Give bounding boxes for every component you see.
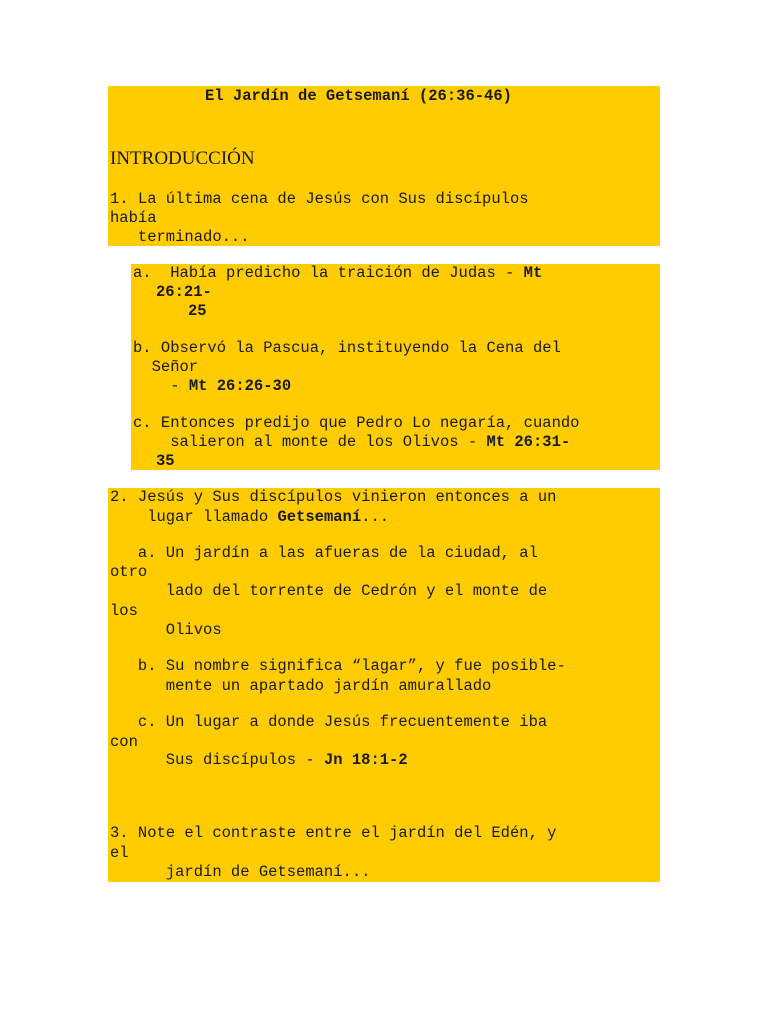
point1b-line1: b. Observó la Pascua, instituyendo la Cena del bbox=[133, 339, 561, 357]
point2b-line2: mente un apartado jardín amurallado bbox=[110, 677, 492, 695]
document-title: El Jardín de Getsemaní (26:36-46) bbox=[205, 87, 512, 105]
point1b-line3 bbox=[133, 377, 291, 396]
point1c-ref-part1: Mt 26:31- bbox=[486, 433, 571, 451]
point1-line1: 1. La última cena de Jesús con Sus discípulos bbox=[110, 190, 529, 208]
intro-heading: INTRODUCCIÓN bbox=[110, 148, 255, 169]
point1-line3: terminado... bbox=[110, 228, 250, 246]
point1c-line2 bbox=[133, 433, 570, 452]
point2b-line1: b. Su nombre significa “lagar”, y fue posible- bbox=[110, 657, 566, 675]
point1b-line2: Señor bbox=[133, 358, 199, 376]
point2-line1: 2. Jesús y Sus discípulos vinieron entonces a un bbox=[110, 488, 557, 506]
point2c-prefix: Sus discípulos - bbox=[110, 751, 324, 769]
point1a-line1 bbox=[133, 264, 542, 283]
point1c-prefix: salieron al monte de los Olivos - bbox=[133, 433, 487, 451]
point1b-ref: Mt 26:26-30 bbox=[188, 377, 292, 395]
point1a-text: a. Había predicho la traición de Judas - bbox=[133, 264, 524, 282]
point2-prefix: lugar llamado bbox=[110, 508, 278, 526]
point2c-line2: con bbox=[110, 733, 138, 751]
point2a-line1: a. Un jardín a las afueras de la ciudad, al bbox=[110, 544, 538, 562]
point2c-line3 bbox=[110, 751, 408, 770]
point2-suffix: ... bbox=[361, 508, 390, 526]
point1a-ref-part3: 25 bbox=[188, 302, 207, 320]
point2c-line1: c. Un lugar a donde Jesús frecuentemente iba bbox=[110, 713, 548, 731]
point2c-ref: Jn 18:1-2 bbox=[323, 751, 408, 769]
point1-line2: había bbox=[110, 209, 157, 227]
point3-line3: jardín de Getsemaní... bbox=[110, 863, 371, 881]
point2a-line4: los bbox=[110, 602, 138, 620]
point3-line2: el bbox=[110, 844, 129, 862]
point1c-line1: c. Entonces predijo que Pedro Lo negaría, cuando bbox=[133, 414, 580, 432]
point2-place-name: Getsemaní bbox=[277, 508, 362, 526]
point2a-line5: Olivos bbox=[110, 621, 222, 639]
point1c-ref-part2: 35 bbox=[156, 452, 175, 470]
point2a-line2: otro bbox=[110, 563, 148, 581]
point1a-ref-part2: 26:21- bbox=[156, 283, 212, 301]
point3-line1: 3. Note el contraste entre el jardín del Edén, y bbox=[110, 824, 557, 842]
point1a-ref-part1: Mt bbox=[523, 264, 543, 282]
point1b-prefix: - bbox=[133, 377, 189, 395]
point2-line2 bbox=[110, 508, 389, 527]
point2a-line3: lado del torrente de Cedrón y el monte de bbox=[110, 582, 548, 600]
